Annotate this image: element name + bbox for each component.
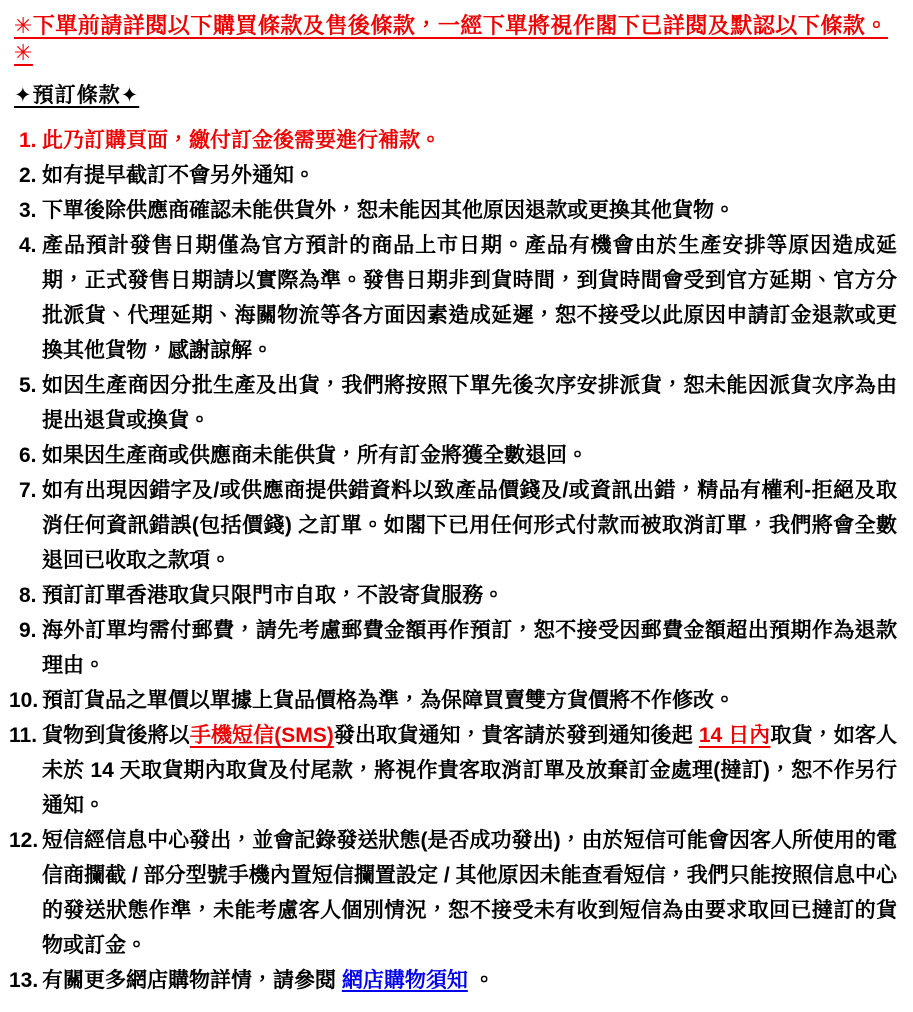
term-item	[14, 578, 897, 613]
term-item	[14, 473, 897, 578]
plain-text: 預訂貨品之單價以單據上貨品價格為準，為保障買賣雙方貨價將不作修改。	[42, 689, 735, 712]
term-item	[9, 683, 897, 718]
term-number: 3.	[19, 199, 37, 222]
term-item	[14, 193, 897, 228]
plain-text: 有關更多網店購物詳情，請參閱	[42, 969, 342, 992]
highlighted-text: 14 日內	[698, 724, 771, 747]
term-text	[42, 438, 897, 473]
plain-text: 如果因生產商或供應商未能供貨，所有訂金將獲全數退回。	[42, 444, 588, 467]
plain-text: 海外訂單均需付郵費，請先考慮郵費金額再作預訂，恕不接受因郵費金額超出預期作為退款理由。	[42, 619, 897, 677]
term-item	[14, 613, 897, 683]
term-number: 4.	[19, 234, 37, 257]
term-text	[42, 823, 897, 963]
terms-list	[9, 123, 897, 998]
term-text	[42, 473, 897, 578]
term-number: 11.	[9, 724, 38, 747]
term-number: 10.	[9, 689, 39, 712]
term-text	[42, 123, 897, 158]
term-number: 9.	[19, 619, 37, 642]
term-item	[14, 228, 897, 368]
term-text	[42, 193, 897, 228]
plain-text: 產品預計發售日期僅為官方預計的商品上市日期。產品有機會由於生產安排等原因造成延期，正式發售日期請以實際為準。發售日期非到貨時間，到貨時間會受到官方延期、官方分批派貨、代理延期、海關物流等各方面因素造成延遲，恕不接受以此原因申請訂金退款或更換其他貨物，感謝諒解。	[42, 234, 897, 362]
plain-text: 取貨，如客人未於 14 天取貨期內取貨及付尾款，將視作貴客取消訂單及放棄訂金處理(撻訂)，恕不作另行通知。	[42, 724, 897, 817]
term-text	[42, 228, 897, 368]
term-text	[42, 368, 897, 438]
term-item	[14, 158, 897, 193]
term-item	[14, 368, 897, 438]
plain-text: 預訂訂單香港取貨只限門市自取，不設寄貨服務。	[42, 584, 504, 607]
term-number: 2.	[19, 164, 37, 187]
term-item	[9, 718, 897, 823]
plain-text: 如有提早截訂不會另外通知。	[42, 164, 315, 187]
plain-text: 發出取貨通知，貴客請於發到通知後起	[333, 724, 699, 747]
term-item	[14, 438, 897, 473]
term-number: 8.	[19, 584, 37, 607]
highlighted-text: 手機短信(SMS)	[189, 724, 334, 747]
store-shopping-notes-link[interactable]: 網店購物須知	[341, 969, 468, 992]
plain-text: 此乃訂購頁面，繳付訂金後需要進行補款。	[42, 129, 441, 152]
plain-text: 如有出現因錯字及/或供應商提供錯資料以致產品價錢及/或資訊出錯，精品有權利-拒絕及取消任何資訊錯誤(包括價錢) 之訂單。如閣下已用任何形式付款而被取消訂單，我們將會全數退回已收取之款項。	[42, 479, 897, 572]
term-text	[42, 613, 897, 683]
plain-text: 下單後除供應商確認未能供貨外，恕未能因其他原因退款或更換其他貨物。	[42, 199, 735, 222]
term-item	[9, 823, 897, 963]
plain-text: 貨物到貨後將以	[42, 724, 190, 747]
term-number: 12.	[9, 829, 39, 852]
term-text	[42, 718, 897, 823]
term-number: 7.	[19, 479, 37, 502]
section-title-pre-order-terms: ✦預訂條款✦	[14, 84, 140, 107]
term-number: 5.	[19, 374, 37, 397]
term-number: 1.	[19, 129, 37, 152]
plain-text: 。	[467, 969, 495, 992]
term-item	[14, 123, 897, 158]
term-text	[42, 683, 897, 718]
term-number: 13.	[9, 969, 39, 992]
pre-order-warning-banner: ✳下單前請詳閱以下購買條款及售後條款，一經下單將視作閣下已詳閱及默認以下條款。 ✳	[14, 13, 888, 65]
term-text	[42, 578, 897, 613]
plain-text: 如因生產商因分批生產及出貨，我們將按照下單先後次序安排派貨，恕未能因派貨次序為由提出退貨或換貨。	[42, 374, 897, 432]
term-text	[42, 158, 897, 193]
term-text	[42, 963, 897, 998]
term-number: 6.	[19, 444, 37, 467]
term-item	[9, 963, 897, 998]
plain-text: 短信經信息中心發出，並會記錄發送狀態(是否成功發出)，由於短信可能會因客人所使用的電信商攔截 / 部分型號手機內置短信攔置設定 / 其他原因未能查看短信，我們只能按照信息中心的發送狀態作準，未能考慮客人個別情況，恕不接受未有收到短信為由要求取回已撻訂的貨物或訂金。	[42, 829, 897, 957]
